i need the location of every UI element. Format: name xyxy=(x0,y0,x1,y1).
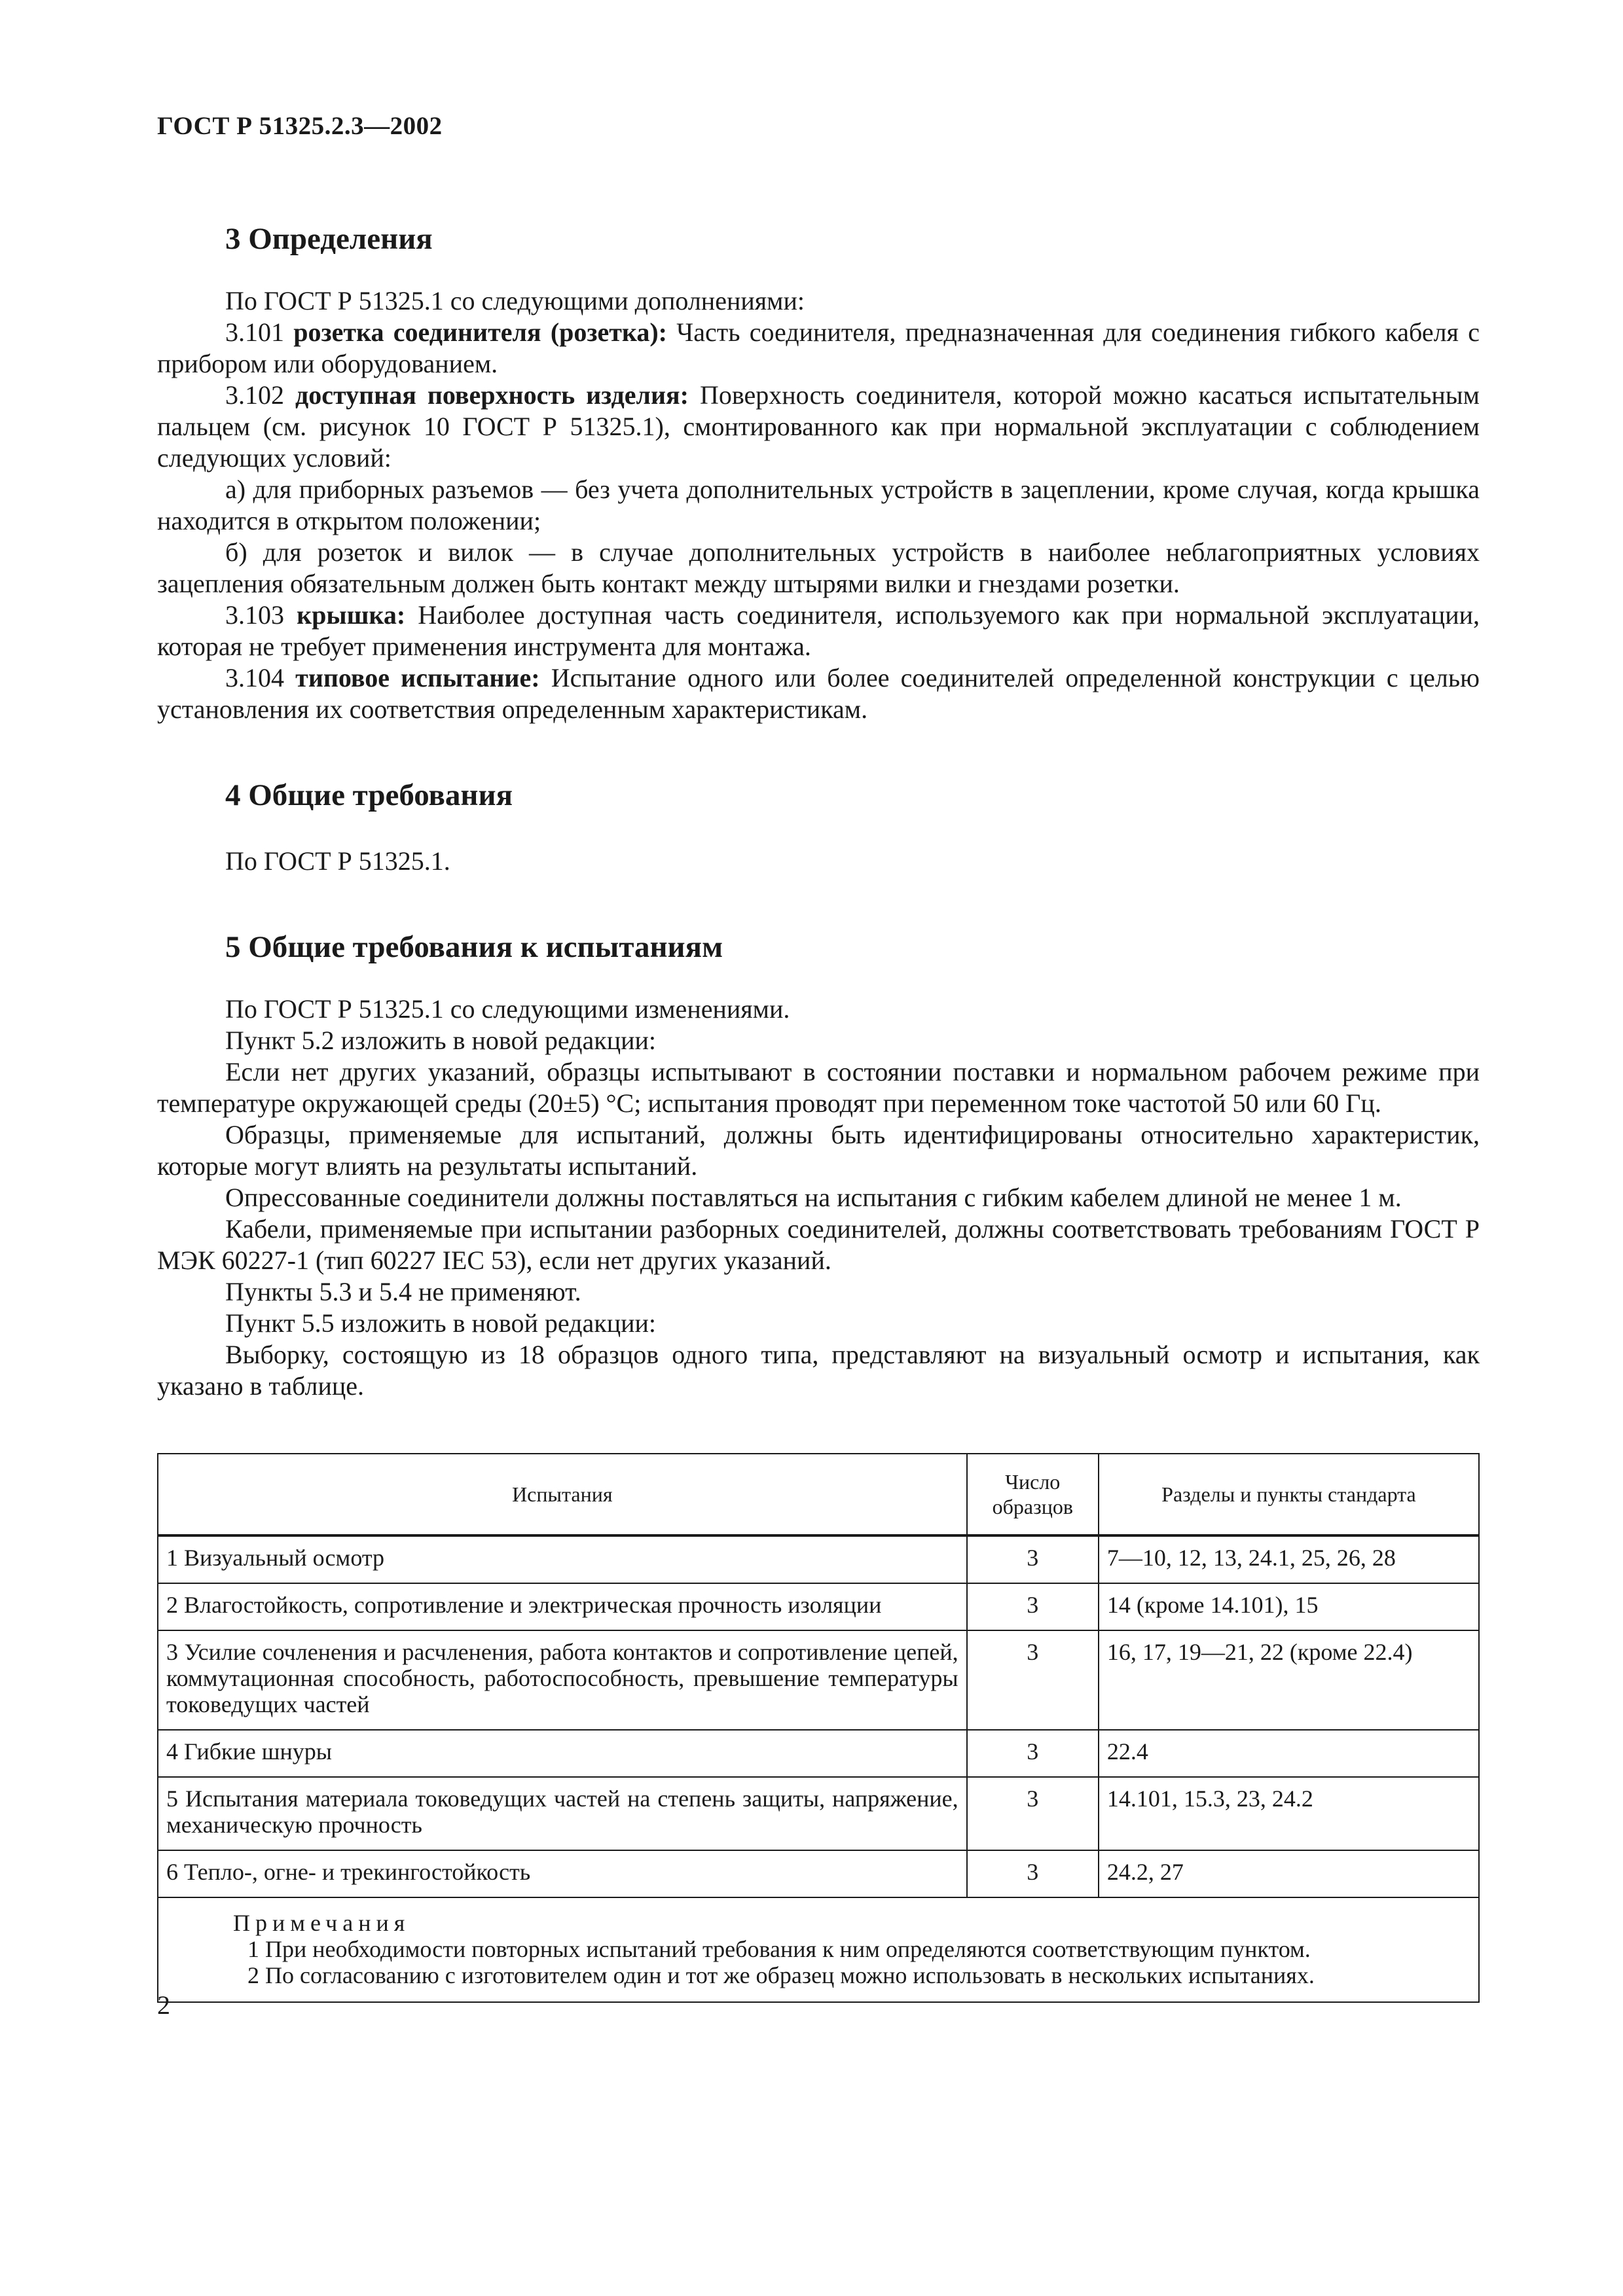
document-page xyxy=(157,111,1480,2003)
table-row xyxy=(158,1630,1479,1730)
definition-term: розетка соединителя (розетка): xyxy=(293,317,667,347)
section-5-paragraph: Опрессованные соединители должны поставляться на испытания с гибким кабелем длиной не менее 1 м. xyxy=(225,1183,1402,1212)
sections-cell: 14.101, 15.3, 23, 24.2 xyxy=(1099,1777,1479,1850)
definition-text: Часть соединителя, предназначенная для соединения гибкого кабеля с прибором или оборудованием. xyxy=(157,317,1480,378)
table-row xyxy=(158,1535,1479,1583)
sample-count-cell: 3 xyxy=(967,1535,1099,1583)
sample-count-cell: 3 xyxy=(967,1850,1099,1897)
test-name-cell: 1 Визуальный осмотр xyxy=(158,1535,967,1583)
definition-term: крышка: xyxy=(297,600,406,630)
section-5-paragraph: Кабели, применяемые при испытании разборных соединителей, должны соответствовать требованиям ГОСТ Р МЭК 60227-1 (тип 60227 IEC 53), если нет других указаний. xyxy=(157,1214,1480,1275)
document-code-header: ГОСТ Р 51325.2.3—2002 xyxy=(157,112,443,140)
section-5-title: 5 Общие требования к испытаниям xyxy=(225,930,723,964)
definition-number: 3.104 xyxy=(225,663,296,692)
section-3-intro: По ГОСТ Р 51325.1 со следующими дополнениями: xyxy=(225,286,805,315)
sample-count-cell: 3 xyxy=(967,1730,1099,1777)
sample-count-cell: 3 xyxy=(967,1777,1099,1850)
sections-cell: 22.4 xyxy=(1099,1730,1479,1777)
section-4-title: 4 Общие требования xyxy=(225,778,513,812)
section-5-paragraph: По ГОСТ Р 51325.1 со следующими изменениями. xyxy=(225,994,790,1024)
test-name-cell: 2 Влагостойкость, сопротивление и электрическая прочность изоляции xyxy=(158,1583,967,1630)
section-4-text: По ГОСТ Р 51325.1. xyxy=(225,846,450,876)
definition-3-101 xyxy=(157,317,1480,380)
sample-count-cell: 3 xyxy=(967,1583,1099,1630)
page-number: 2 xyxy=(157,1990,170,2020)
list-item-a: а) для приборных разъемов — без учета дополнительных устройств в зацеплении, кроме случая, когда крышка находится в открытом положении; xyxy=(157,475,1480,535)
section-5-paragraph: Пункт 5.5 изложить в новой редакции: xyxy=(225,1308,657,1338)
definition-number: 3.103 xyxy=(225,600,297,630)
test-name-cell: 4 Гибкие шнуры xyxy=(158,1730,967,1777)
table-row xyxy=(158,1777,1479,1850)
definition-text: Поверхность соединителя, которой можно касаться испытательным пальцем (см. рисунок 10 ГОСТ Р 51325.1), смонтированного как при нормальной эксплуатации с соблюдением следующих условий: xyxy=(157,380,1480,473)
definition-term: типовое испытание: xyxy=(295,663,540,692)
definition-number: 3.101 xyxy=(225,317,294,347)
definition-3-102 xyxy=(157,380,1480,474)
list-item-b: б) для розеток и вилок — в случае дополнительных устройств в наиболее неблагоприятных условиях зацепления обязательным должен быть контакт между штырями вилки и гнездами розетки. xyxy=(157,537,1480,598)
section-5-paragraph: Пункт 5.2 изложить в новой редакции: xyxy=(225,1026,657,1055)
sample-count-cell: 3 xyxy=(967,1630,1099,1730)
sections-cell: 14 (кроме 14.101), 15 xyxy=(1099,1583,1479,1630)
table-header-row xyxy=(158,1454,1479,1535)
note-item: 1 При необходимости повторных испытаний требования к ним определяются соответствующим пунктом. xyxy=(247,1936,1311,1962)
section-5-paragraph: Выборку, состоящую из 18 образцов одного типа, представляют на визуальный осмотр и испытания, как указано в таблице. xyxy=(157,1340,1480,1401)
definition-number: 3.102 xyxy=(225,380,296,410)
notes-cell xyxy=(158,1897,1479,2002)
definition-text: Испытание одного или более соединителей определенной конструкции с целью установления их соответствия определенным характеристикам. xyxy=(157,663,1480,724)
sections-cell: 24.2, 27 xyxy=(1099,1850,1479,1897)
section-5-paragraph: Образцы, применяемые для испытаний, должны быть идентифицированы относительно характеристик, которые могут влиять на результаты испытаний. xyxy=(157,1120,1480,1181)
column-header-tests: Испытания xyxy=(158,1454,967,1535)
section-3-title: 3 Определения xyxy=(225,222,433,256)
note-item: 2 По согласованию с изготовителем один и тот же образец можно использовать в нескольких испытаниях. xyxy=(247,1962,1315,1988)
test-name-cell: 6 Тепло-, огне- и трекингостойкость xyxy=(158,1850,967,1897)
table-row xyxy=(158,1730,1479,1777)
notes-title: Примечания xyxy=(233,1910,410,1936)
sections-cell: 16, 17, 19—21, 22 (кроме 22.4) xyxy=(1099,1630,1479,1730)
definition-3-104 xyxy=(157,662,1480,725)
tests-table xyxy=(157,1453,1480,2003)
table-notes-row xyxy=(158,1897,1479,2002)
test-name-cell: 5 Испытания материала токоведущих частей на степень защиты, напряжение, механическую прочность xyxy=(158,1777,967,1850)
definition-3-103 xyxy=(157,600,1480,662)
table-row xyxy=(158,1850,1479,1897)
sections-cell: 7—10, 12, 13, 24.1, 25, 26, 28 xyxy=(1099,1535,1479,1583)
section-5-paragraph: Если нет других указаний, образцы испытывают в состоянии поставки и нормальном рабочем режиме при температуре окружающей среды (20±5) °С; испытания проводят при переменном токе частотой 50 или 60 Гц. xyxy=(157,1057,1480,1118)
test-name-cell: 3 Усилие сочленения и расчленения, работа контактов и сопротивление цепей, коммутационная способность, работоспособность, превышение температуры токоведущих частей xyxy=(158,1630,967,1730)
table-row xyxy=(158,1583,1479,1630)
definition-term: доступная поверхность изделия: xyxy=(295,380,689,410)
section-5-paragraph: Пункты 5.3 и 5.4 не применяют. xyxy=(225,1277,581,1306)
definition-text: Наиболее доступная часть соединителя, используемого как при нормальной эксплуатации, которая не требует применения инструмента для монтажа. xyxy=(157,600,1480,661)
column-header-sections: Разделы и пункты стандарта xyxy=(1099,1454,1479,1535)
column-header-count: Число образцов xyxy=(967,1454,1099,1535)
